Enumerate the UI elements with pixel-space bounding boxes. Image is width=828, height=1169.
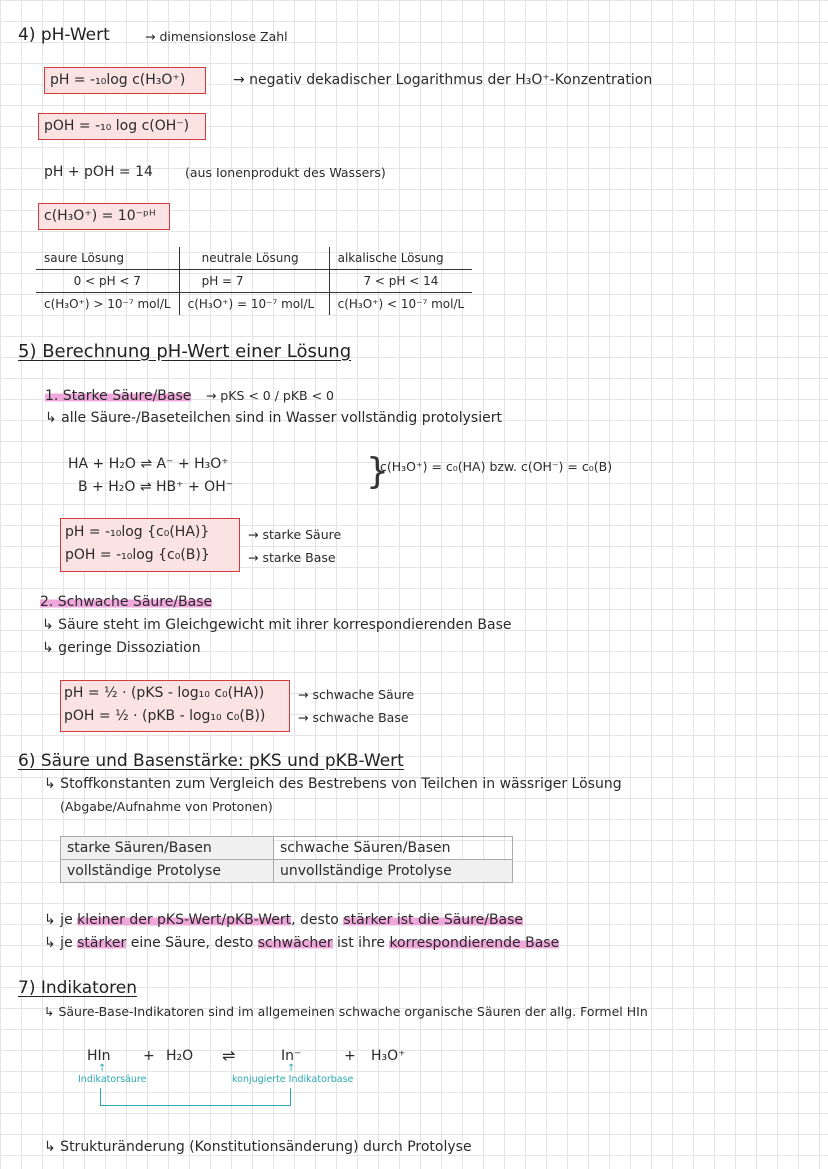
ph-range-table [36, 247, 472, 315]
ph-formula: pH = -₁₀log c(H₃O⁺) [50, 72, 186, 88]
table-cell: vollständige Protolyse [61, 860, 274, 883]
plus-sign: + [143, 1048, 155, 1064]
up-arrow-icon: ↑ [98, 1063, 107, 1074]
table-cell: c(H₃O⁺) > 10⁻⁷ mol/L [36, 293, 179, 316]
weak-acid-formula: pH = ½ · (pKS - log₁₀ c₀(HA)) [64, 685, 265, 701]
label-conjugate-base: konjugierte Indikatorbase [232, 1074, 354, 1085]
weak-base-note: → schwache Base [298, 710, 409, 725]
h3o-formula: c(H₃O⁺) = 10⁻ᵖᴴ [44, 208, 156, 224]
table-cell: c(H₃O⁺) < 10⁻⁷ mol/L [337, 297, 465, 311]
strong-base-note: → starke Base [248, 550, 336, 565]
ph-poh-sum: pH + pOH = 14 [44, 164, 153, 180]
table-header: neutrale Lösung [179, 247, 329, 270]
table-header: saure Lösung [36, 247, 179, 270]
weak-bullet-1: ↳ Säure steht im Gleichgewicht mit ihrer korrespondierenden Base [42, 617, 512, 633]
water: H₂O [166, 1048, 194, 1064]
section-5-title: 5) Berechnung pH-Wert einer Lösung [18, 341, 352, 362]
strong-base-formula: pOH = -₁₀log {c₀(B)} [65, 547, 210, 563]
subsection-strong-note: → pKS < 0 / pKB < 0 [205, 388, 334, 403]
indicator-acid: HIn [87, 1048, 111, 1064]
table-cell: 7 < pH < 14 [363, 274, 439, 288]
strong-bullet: ↳ alle Säure-/Baseteilchen sind in Wasser vollständig protolysiert [45, 410, 502, 426]
weak-bullet-2: ↳ geringe Dissoziation [42, 640, 201, 656]
s6-bullet-1b: (Abgabe/Aufnahme von Protonen) [60, 799, 273, 814]
s7-bullet-2: ↳ Strukturänderung (Konstitutionsänderung) durch Protolyse [44, 1139, 472, 1155]
strength-table [60, 836, 513, 883]
table-cell: 0 < pH < 7 [36, 270, 179, 293]
s6-bullet-3: ↳ je stärker eine Säure, desto schwächer ist ihre korrespondierende Base [44, 935, 560, 951]
up-arrow-icon: ↑ [287, 1063, 296, 1074]
equation-acid: HA + H₂O ⇌ A⁻ + H₃O⁺ [68, 456, 229, 472]
hydronium: H₃O⁺ [371, 1048, 406, 1064]
ph-poh-sum-note: (aus Ionenprodukt des Wassers) [185, 165, 386, 180]
section-6-title: 6) Säure und Basenstärke: pKS und pKB-Wert [18, 751, 404, 771]
equilibrium-arrow-icon: ⇌ [222, 1046, 236, 1065]
table-cell: c(H₃O⁺) = 10⁻⁷ mol/L [179, 293, 329, 316]
table-cell: schwache Säuren/Basen [274, 837, 513, 860]
weak-base-formula: pOH = ½ · (pKB - log₁₀ c₀(B)) [64, 708, 266, 724]
table-cell: pH = 7 [179, 270, 329, 293]
plus-sign: + [344, 1048, 356, 1064]
s6-bullet-1: ↳ Stoffkonstanten zum Vergleich des Bestrebens von Teilchen in wässriger Lösung [44, 776, 622, 792]
section-7-title: 7) Indikatoren [18, 978, 138, 998]
s7-bullet-1: ↳ Säure-Base-Indikatoren sind im allgemeinen schwache organische Säuren der allg. Formel HIn [44, 1004, 648, 1019]
strong-acid-formula: pH = -₁₀log {c₀(HA)} [65, 524, 210, 540]
indicator-base: In⁻ [281, 1048, 302, 1064]
poh-formula: pOH = -₁₀ log c(OH⁻) [44, 118, 190, 134]
subsection-weak-title: 2. Schwache Säure/Base [40, 594, 213, 610]
brace-icon: } [366, 451, 389, 492]
table-header: alkalische Lösung [337, 251, 444, 265]
pair-connector [100, 1088, 291, 1106]
section-4-title: 4) pH-Wert [18, 25, 110, 45]
ph-formula-note: → negativ dekadischer Logarithmus der H₃O⁺-Konzentration [233, 72, 653, 88]
weak-acid-note: → schwache Säure [298, 687, 415, 702]
equation-base: B + H₂O ⇌ HB⁺ + OH⁻ [78, 479, 234, 495]
table-cell: starke Säuren/Basen [61, 837, 274, 860]
equation-note: c(H₃O⁺) = c₀(HA) bzw. c(OH⁻) = c₀(B) [380, 459, 613, 474]
section-4-note: → dimensionslose Zahl [145, 29, 288, 44]
label-indicator-acid: Indikatorsäure [78, 1074, 147, 1085]
subsection-strong [45, 388, 334, 404]
table-cell: unvollständige Protolyse [274, 860, 513, 883]
s6-bullet-2: ↳ je kleiner der pKS-Wert/pKB-Wert, desto stärker ist die Säure/Base [44, 912, 524, 928]
subsection-strong-title: 1. Starke Säure/Base [45, 388, 192, 404]
strong-acid-note: → starke Säure [248, 527, 342, 542]
subsection-weak [40, 594, 212, 610]
